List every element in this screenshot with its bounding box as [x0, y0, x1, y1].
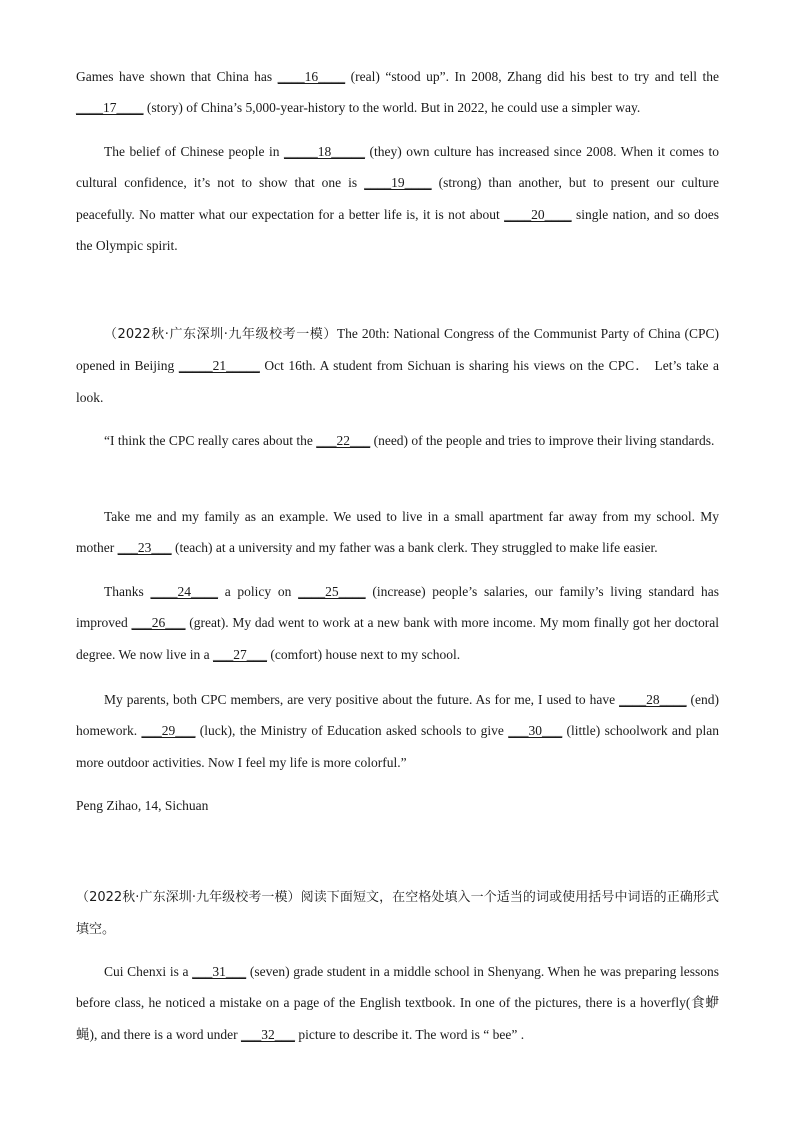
- paragraph: My parents, both CPC members, are very positive about the future. As for me, I used to have ____28____ (end) homework. ___29___ (luck), the Ministry of Education asked schools to give ___30___ (little) schoolwork and plan more outdoor activities. Now I feel my life is more colorful.”: [76, 692, 719, 770]
- blank-22[interactable]: ___22___: [316, 433, 371, 448]
- blank-23[interactable]: ___23___: [117, 540, 172, 556]
- paragraph: Take me and my family as an example. We used to live in a small apartment far away from my school. My mother ___23___ (teach) at a university and my father was a bank clerk. They struggled to make life easier.: [76, 509, 719, 556]
- paragraph: The belief of Chinese people in _____18_____ (they) own culture has increased since 2008. When it comes to cultural confidence, it’s not to show that one is ____19____ (strong) than another, but to present our culture peacefully. No matter what our expectation for a better life is, it is not about ____20____ single nation, and so does the Olympic spirit.: [76, 144, 720, 253]
- blank-19[interactable]: ____19____: [364, 175, 432, 191]
- blank-26[interactable]: ___26___: [131, 615, 186, 631]
- blank-18[interactable]: _____18_____: [283, 144, 365, 159]
- paragraph: “I think the CPC really cares about the ___22___ (need) of the people and tries to improve their living standards.: [104, 433, 715, 448]
- blank-27[interactable]: ___27___: [213, 646, 267, 662]
- source-heading: （2022秋·广东深圳·九年级校考一模）: [104, 327, 337, 342]
- section-heading: （2022秋·广东深圳·九年级校考一模）阅读下面短文，在空格处填入一个适当的词或使用括号中词语的正确形式填空。: [76, 890, 719, 938]
- blank-32[interactable]: ___32___: [240, 1026, 295, 1042]
- blank-24[interactable]: ____24____: [150, 584, 218, 599]
- blank-31[interactable]: ___31___: [192, 964, 247, 979]
- signature: Peng Zihao, 14, Sichuan: [76, 798, 209, 813]
- blank-17[interactable]: ____17____: [76, 100, 144, 116]
- blank-30[interactable]: ___30___: [508, 723, 563, 739]
- blank-25[interactable]: ____25____: [298, 584, 366, 599]
- blank-16[interactable]: ____16____: [277, 69, 346, 84]
- blank-28[interactable]: ____28____: [619, 692, 687, 707]
- paragraph: Thanks ____24____ a policy on ____25____ (increase) people’s salaries, our family’s living standard has improved ___26___ (great). My dad went to work at a new bank with more income. My mom finally got her doctoral degree. We now live in a ___27___ (comfort) house next to my school.: [76, 584, 719, 662]
- blank-21[interactable]: _____21_____: [178, 358, 260, 374]
- blank-29[interactable]: ___29___: [141, 723, 196, 739]
- paragraph: （2022秋·广东深圳·九年级校考一模）The 20th: National Congress of the Communist Party of China (CPC) opened in Beijing _____21_____ Oct 16th. A student from Sichuan is sharing his views on the CPC． Let’s take a look.: [76, 326, 720, 405]
- blank-20[interactable]: ____20____: [504, 206, 572, 222]
- paragraph: Cui Chenxi is a ___31___ (seven) grade student in a middle school in Shenyang. When he was preparing lessons before class, he noticed a mistake on a page of the English textbook. In one of the pictures, there is a hoverfly(食蛜蝇), and there is a word under ___32___ picture to describe it. The word is “ bee” .: [76, 964, 720, 1042]
- paragraph: Games have shown that China has ____16____ (real) “stood up”. In 2008, Zhang did his best to try and tell the ____17____ (story) of China’s 5,000-year-history to the world. But in 2022, he could use a simpler way.: [76, 69, 719, 116]
